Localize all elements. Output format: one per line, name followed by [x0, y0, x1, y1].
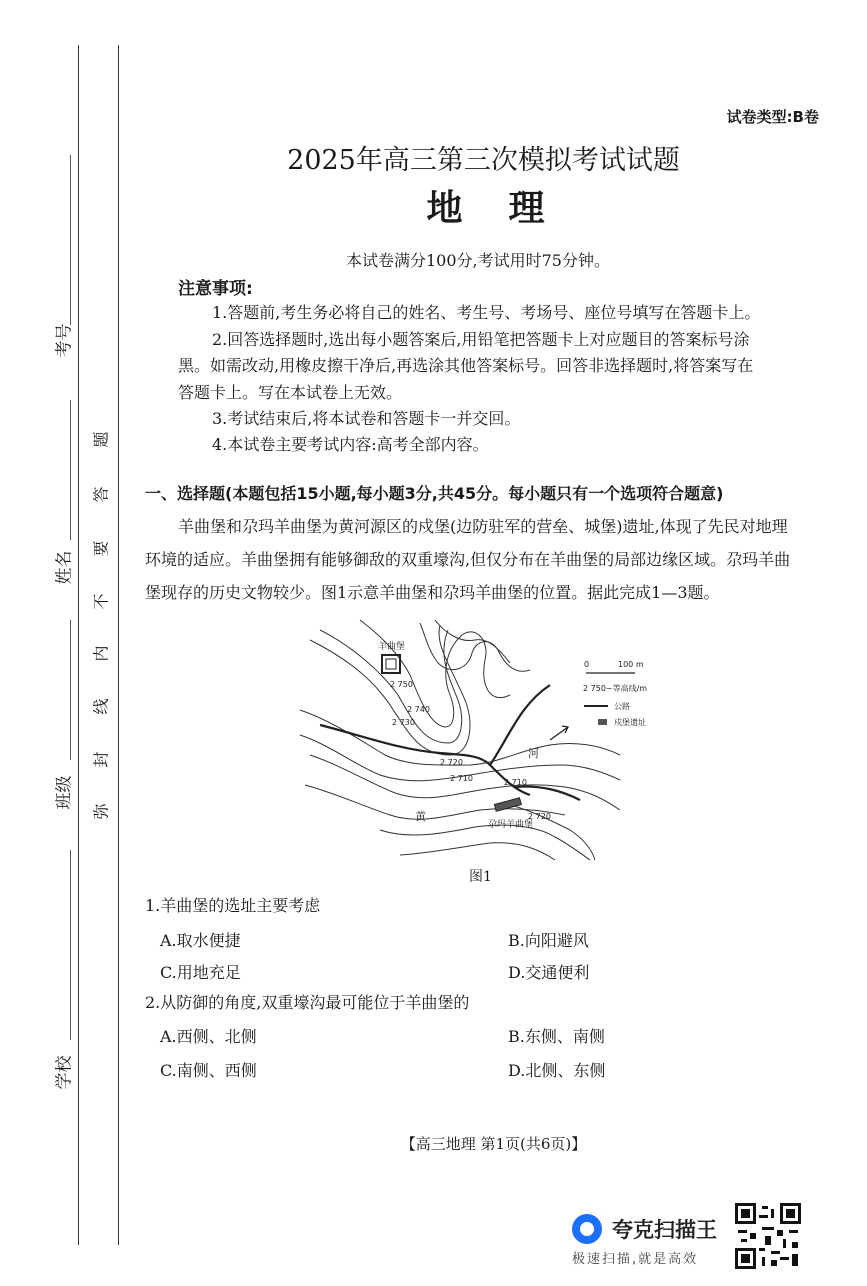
question-2-option-b[interactable]: B.东侧、南侧 — [508, 1027, 605, 1046]
notice-line-4: 答题卡上。写在本试卷上无效。 — [178, 383, 403, 402]
legend-site-icon — [598, 719, 607, 725]
contour-line — [380, 825, 590, 860]
notice-line-6: 4.本试卷主要考试内容:高考全部内容。 — [212, 435, 489, 454]
brand-slogan: 极速扫描,就是高效 — [572, 1252, 699, 1267]
intro-text: 本试卷满分100分,考试用时75分钟。 — [346, 251, 610, 270]
page-footer: 【高三地理 第1页(共6页)】 — [400, 1135, 587, 1153]
yangqu-fort-inner — [386, 659, 396, 669]
seal-char-3: 不 — [91, 593, 111, 610]
seal-char-4: 内 — [91, 645, 111, 662]
figure-1-map — [300, 615, 648, 860]
flow-arrow — [550, 727, 568, 740]
banji-label: 班级 — [54, 775, 75, 810]
passage-line-2: 环境的适应。羊曲堡拥有能够御敌的双重壕沟,但仅分布在羊曲堡的局部边缘区域。尕玛羊曲 — [145, 550, 791, 569]
label-c2720b: 2 720 — [528, 812, 551, 821]
paper-type: 试卷类型:B卷 — [726, 108, 819, 126]
contour-line — [510, 805, 595, 860]
seal-char-7: 弥 — [91, 803, 111, 820]
question-1-option-b[interactable]: B.向阳避风 — [508, 931, 589, 950]
label-huang: 黄 — [415, 810, 426, 823]
contour-line — [400, 843, 555, 860]
figure-caption: 图1 — [469, 869, 492, 885]
contour-line — [435, 620, 510, 663]
passage-line-1: 羊曲堡和尕玛羊曲堡为黄河源区的戍堡(边防驻军的营垒、城堡)遗址,体现了先民对地理 — [178, 517, 788, 536]
question-2-option-a[interactable]: A.西侧、北侧 — [160, 1027, 257, 1046]
label-he: 河 — [528, 747, 539, 760]
passage-line-3: 堡现存的历史文物较少。图1示意羊曲堡和尕玛羊曲堡的位置。据此完成1—3题。 — [145, 583, 720, 602]
seal-char-1: 答 — [91, 486, 111, 503]
notice-heading: 注意事项: — [178, 279, 253, 299]
notice-line-5: 3.考试结束后,将本试卷和答题卡一并交回。 — [212, 409, 521, 428]
qr-code-icon — [735, 1203, 801, 1269]
question-2-option-c[interactable]: C.南侧、西侧 — [160, 1061, 257, 1080]
legend-site: 戍堡遗址 — [614, 718, 646, 727]
notice-line-1: 1.答题前,考生务必将自己的姓名、考生号、考场号、座位号填写在答题卡上。 — [212, 303, 761, 322]
xingming-blank[interactable] — [70, 400, 71, 540]
label-c2750: 2 750 — [390, 680, 413, 689]
contour-line — [300, 710, 620, 765]
quark-logo-icon — [572, 1214, 602, 1244]
section1-heading: 一、选择题(本题包括15小题,每小题3分,共45分。每小题只有一个选项符合题意) — [145, 484, 724, 503]
label-c2720: 2 720 — [440, 758, 463, 767]
question-2-stem: 2.从防御的角度,双重壕沟最可能位于羊曲堡的 — [145, 993, 470, 1012]
scanner-brand — [572, 1210, 732, 1270]
legend-road: 公路 — [614, 702, 630, 711]
label-yangqu: 羊曲堡 — [378, 642, 406, 652]
banji-blank[interactable] — [70, 620, 71, 760]
question-2-option-d[interactable]: D.北侧、东侧 — [508, 1061, 606, 1080]
contour-line — [420, 623, 530, 671]
subject-title: 地理 — [426, 187, 591, 229]
kaohao-label: 考号 — [54, 323, 75, 358]
notice-line-2: 2.回答选择题时,选出每小题答案后,用铅笔把答题卡上对应题目的答案标号涂 — [212, 330, 750, 349]
question-1-stem: 1.羊曲堡的选址主要考虑 — [145, 896, 321, 915]
question-1-option-c[interactable]: C.用地充足 — [160, 963, 241, 982]
label-c2740: 2 740 — [407, 705, 430, 714]
seal-char-0: 题 — [91, 431, 111, 448]
label-gama: 尕玛羊曲堡 — [488, 820, 534, 830]
xingming-label: 姓名 — [54, 550, 75, 585]
seal-char-2: 要 — [91, 540, 111, 557]
exam-title: 2025年高三第三次模拟考试试题 — [287, 145, 680, 176]
label-c2710: 2 710 — [450, 774, 473, 783]
brand-name: 夸克扫描王 — [612, 1218, 717, 1242]
legend-scale-zero: 0 — [584, 660, 590, 669]
notice-line-3: 黑。如需改动,用橡皮擦干净后,再选涂其他答案标号。回答非选择题时,将答案写在 — [178, 356, 754, 375]
xuexiao-blank[interactable] — [70, 850, 71, 1040]
label-c2730: 2 730 — [392, 718, 415, 727]
legend-scale-end: 100 m — [618, 660, 644, 669]
seal-char-5: 线 — [91, 698, 111, 715]
seal-char-6: 封 — [91, 751, 111, 768]
contour-line — [305, 785, 565, 819]
yangqu-fort-icon — [382, 655, 400, 673]
label-c2710b: 2 710 — [504, 778, 527, 787]
xuexiao-label: 学校 — [54, 1055, 75, 1090]
legend-contour: 2 750~等高线/m — [583, 684, 648, 693]
question-1-option-d[interactable]: D.交通便利 — [508, 963, 590, 982]
question-1-option-a[interactable]: A.取水便捷 — [160, 931, 241, 950]
